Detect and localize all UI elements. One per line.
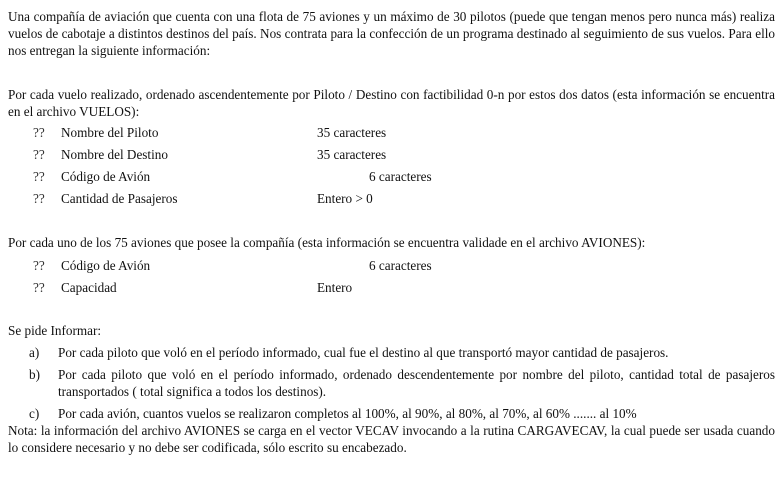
intro-paragraph: Una compañía de aviación que cuenta con una flota de 75 aviones y un máximo de 30 pilotos (puede que tengan menos pero nunca más) realiza vuelos de cabotaje a distintos destinos del país. Nos contrata para la confección de un programa destinado al seguimiento de sus vuelos. Para ello nos entregan la siguiente información: [8, 9, 775, 58]
item-label: c) [29, 406, 40, 421]
item-label: a) [29, 345, 40, 360]
field-name: Código de Avión [61, 258, 151, 273]
field-value: 6 caracteres [369, 258, 432, 273]
bullet-marker: ?? [33, 280, 45, 295]
field-value: 6 caracteres [369, 169, 432, 184]
field-value: 35 caracteres [317, 125, 387, 140]
field-name: Nombre del Piloto [61, 125, 159, 140]
item-text: Por cada avión, cuantos vuelos se realizaron completos al 100%, al 90%, al 80%, al 70%, al 60% ....... al 10% [58, 406, 637, 421]
item-text: Por cada piloto que voló en el período informado, cual fue el destino al que transportó mayor cantidad de pasajeros. [58, 345, 669, 360]
vuelos-intro-paragraph: Por cada vuelo realizado, ordenado ascendentemente por Piloto / Destino con factibilidad 0-n por estos dos datos (esta información se encuentra en el archivo VUELOS): [8, 87, 775, 119]
bullet-marker: ?? [33, 147, 45, 162]
item-label: b) [29, 367, 40, 382]
field-name: Nombre del Destino [61, 147, 168, 162]
pide-heading: Se pide Informar: [8, 323, 102, 338]
field-value: Entero [317, 280, 353, 295]
item-text: Por cada piloto que voló en el período informado, ordenado descendentemente por nombre del piloto, cantidad total de pasajeros transportados ( total significa a todos los destinos). [58, 367, 775, 399]
nota-paragraph: Nota: la información del archivo AVIONES se carga en el vector VECAV invocando a la rutina CARGAVECAV, la cual puede ser usada cuando lo considere necesario y no debe ser codificada, sólo escrito su encabezado. [8, 423, 775, 455]
field-name: Capacidad [61, 280, 117, 295]
bullet-marker: ?? [33, 258, 45, 273]
bullet-marker: ?? [33, 125, 45, 140]
bullet-marker: ?? [33, 191, 45, 206]
bullet-marker: ?? [33, 169, 45, 184]
field-value: 35 caracteres [317, 147, 387, 162]
field-name: Cantidad de Pasajeros [61, 191, 178, 206]
aviones-intro-paragraph: Por cada uno de los 75 aviones que posee la compañía (esta información se encuentra validade en el archivo AVIONES): [8, 235, 646, 250]
field-value: Entero > 0 [317, 191, 373, 206]
field-name: Código de Avión [61, 169, 151, 184]
